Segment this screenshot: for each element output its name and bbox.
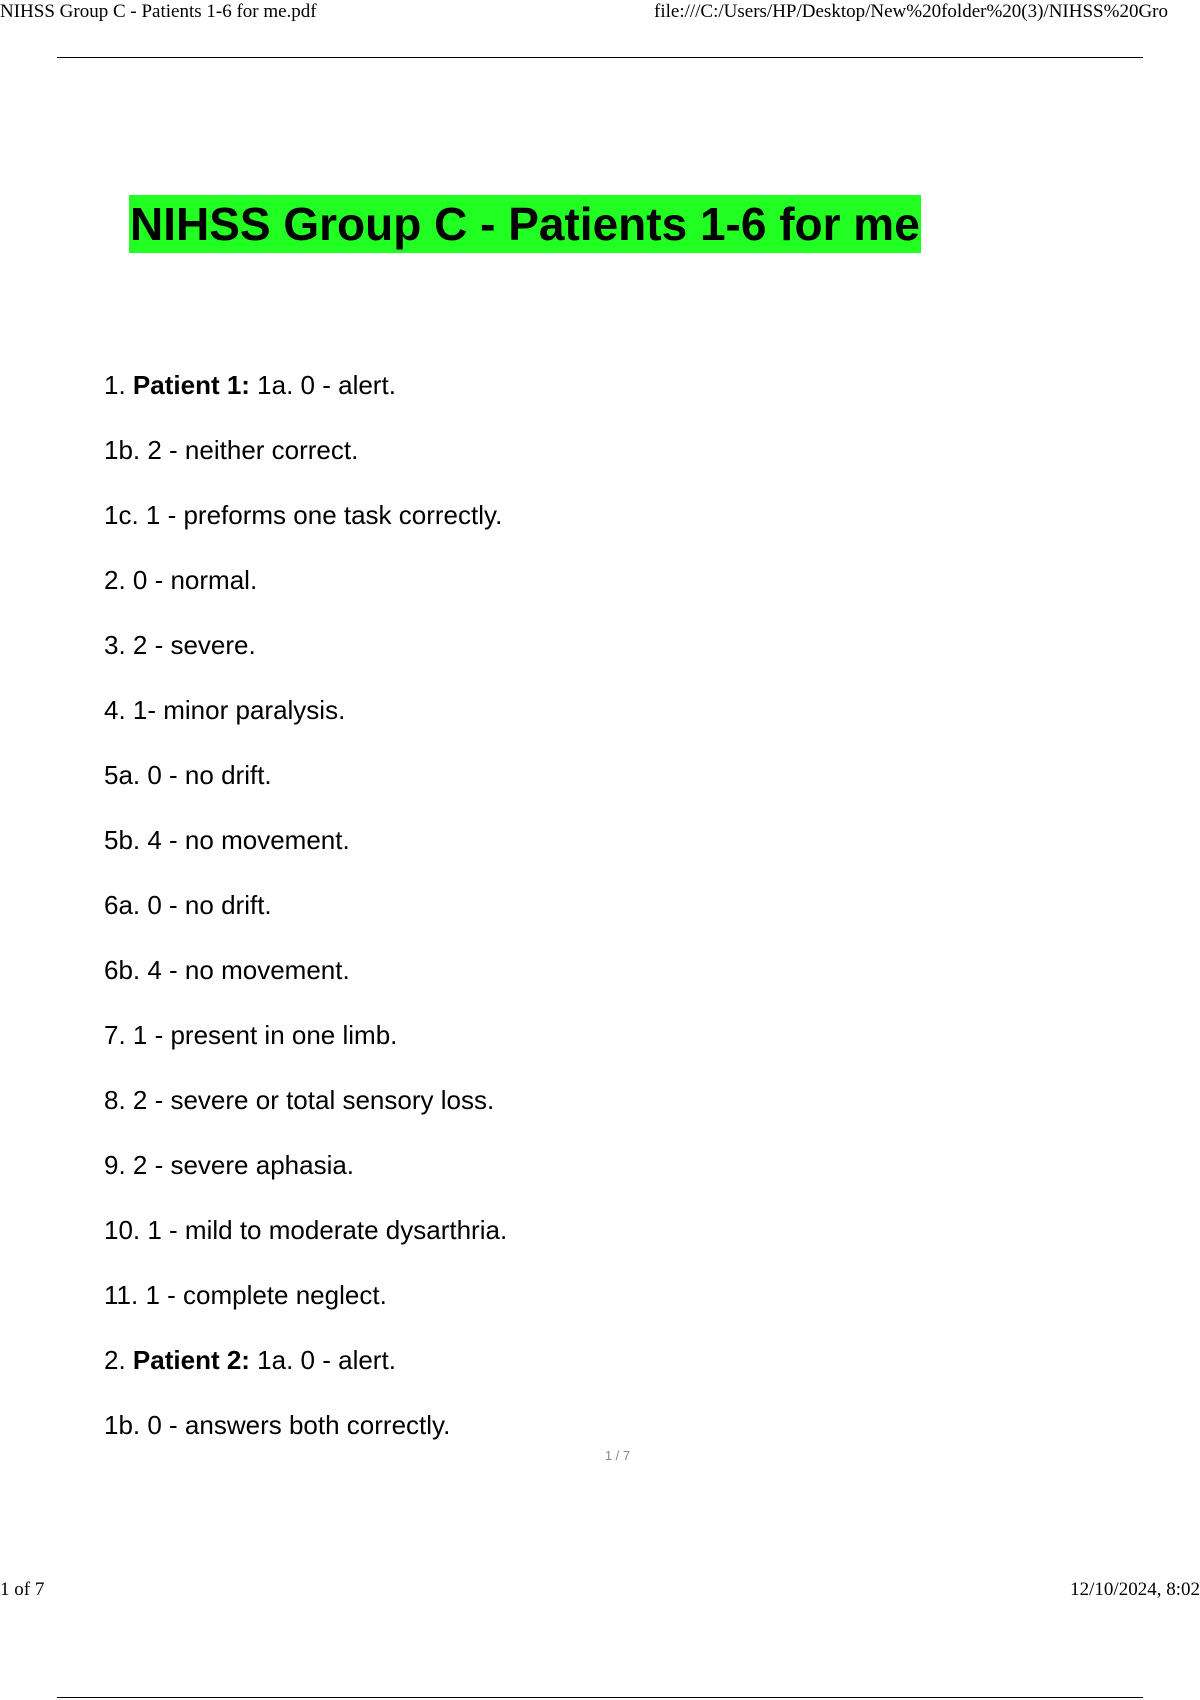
print-header-title: NIHSS Group C - Patients 1-6 for me.pdf (0, 1, 317, 22)
list-item (104, 1015, 507, 1080)
item-text: 8. 2 - severe or total sensory loss. (104, 1085, 495, 1115)
print-footer-page: 1 of 7 (0, 1579, 45, 1600)
header-divider (57, 57, 1143, 58)
item-text: 7. 1 - present in one limb. (104, 1020, 398, 1050)
list-item (104, 885, 507, 950)
page-counter: 1 / 7 (604, 1448, 631, 1463)
list-item (104, 1405, 507, 1470)
item-text: 1b. 0 - answers both correctly. (104, 1410, 451, 1440)
list-item (104, 1340, 507, 1405)
item-text: 5b. 4 - no movement. (104, 825, 350, 855)
list-item (104, 495, 507, 560)
footer-divider (57, 1697, 1143, 1698)
item-text: 6b. 4 - no movement. (104, 955, 350, 985)
list-item (104, 1275, 507, 1340)
list-item (104, 625, 507, 690)
item-text: 1a. 0 - alert. (249, 370, 396, 400)
item-text: 5a. 0 - no drift. (104, 760, 272, 790)
list-item (104, 1080, 507, 1145)
item-text: 10. 1 - mild to moderate dysarthria. (104, 1215, 508, 1245)
list-item (104, 820, 507, 885)
print-header-url: file:///C:/Users/HP/Desktop/New%20folder%20(3)/NIHSS%20Gro (654, 1, 1168, 22)
list-item (104, 1145, 507, 1210)
answer-list (104, 365, 507, 1470)
item-text: 11. 1 - complete neglect. (104, 1280, 387, 1310)
item-text: 1b. 2 - neither correct. (104, 435, 359, 465)
item-text: 1c. 1 - preforms one task correctly. (104, 500, 503, 530)
item-text: 2. 0 - normal. (104, 565, 258, 595)
item-number: 1. (104, 370, 133, 400)
document-title: NIHSS Group C - Patients 1-6 for me (129, 195, 921, 253)
item-number: 2. (104, 1345, 133, 1375)
list-item (104, 365, 507, 430)
list-item (104, 755, 507, 820)
list-item (104, 430, 507, 495)
list-item (104, 950, 507, 1015)
list-item (104, 1210, 507, 1275)
patient-label: Patient 1: (132, 370, 250, 400)
patient-label: Patient 2: (132, 1345, 250, 1375)
list-item (104, 560, 507, 625)
print-footer-datetime: 12/10/2024, 8:02 (1070, 1579, 1200, 1600)
item-text: 9. 2 - severe aphasia. (104, 1150, 355, 1180)
item-text: 3. 2 - severe. (104, 630, 256, 660)
item-text: 6a. 0 - no drift. (104, 890, 272, 920)
item-text: 4. 1- minor paralysis. (104, 695, 346, 725)
list-item (104, 690, 507, 755)
item-text: 1a. 0 - alert. (249, 1345, 396, 1375)
